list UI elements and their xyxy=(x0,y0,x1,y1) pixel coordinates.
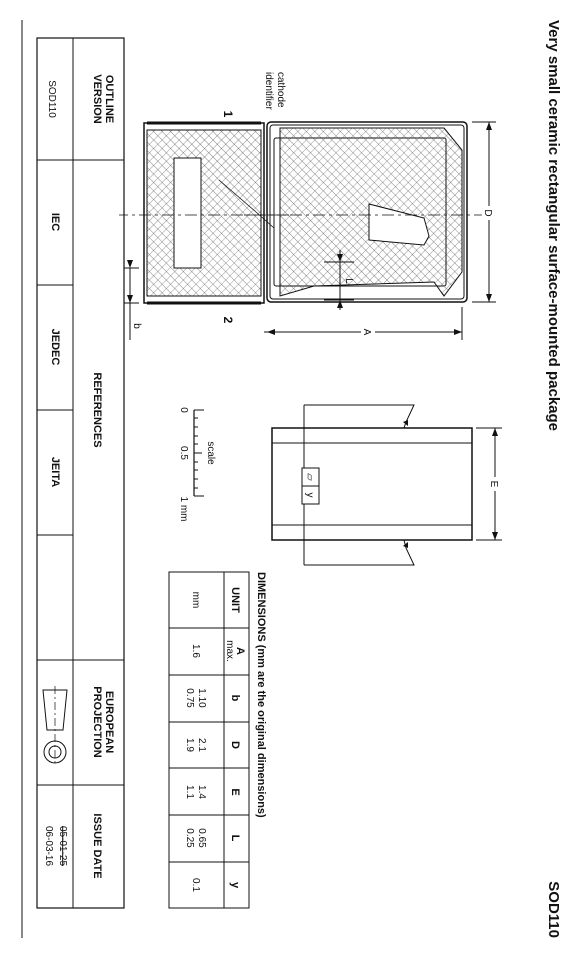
d-min-cell: 1.9 xyxy=(184,738,195,752)
scale-half: 0.5 xyxy=(178,446,189,460)
bottom-view xyxy=(119,111,289,324)
unit-header: UNIT xyxy=(229,587,241,613)
outline-header-line2: VERSION xyxy=(91,74,103,124)
iec-header: IEC xyxy=(49,212,61,232)
pin-2-label: 2 xyxy=(221,316,235,324)
scale-one-mm: 1 mm xyxy=(178,496,189,522)
b-header: b xyxy=(229,694,241,702)
cathode-identifier-line1: cathode xyxy=(275,72,286,108)
issue-date-old: 05-01-25 xyxy=(57,825,68,867)
dim-label-b: b xyxy=(131,323,142,329)
a-cell: 1.6 xyxy=(190,644,201,658)
e-min-cell: 1.1 xyxy=(184,785,195,799)
l-min-cell: 0.25 xyxy=(184,828,195,848)
side-view xyxy=(272,405,472,565)
dimension-b xyxy=(124,260,142,340)
outline-table xyxy=(37,38,124,908)
e-max-cell: 1.4 xyxy=(196,785,207,799)
dim-label-a: A xyxy=(361,328,372,336)
cathode-identifier-line2: identifier xyxy=(263,72,274,110)
outline-version-value: SOD110 xyxy=(46,80,57,118)
scale-bar xyxy=(178,407,216,521)
top-view xyxy=(244,122,494,302)
b-max-cell: 1.10 xyxy=(196,688,207,708)
projection-header-line1: EUROPEAN xyxy=(103,690,115,754)
a-sub: max. xyxy=(224,640,235,662)
l-max-cell: 0.65 xyxy=(196,828,207,848)
dimension-d xyxy=(472,122,496,302)
b-min-cell: 0.75 xyxy=(184,688,195,708)
scale-zero: 0 xyxy=(178,407,189,413)
dimension-a xyxy=(264,307,462,340)
flatness-symbol: ▱ xyxy=(304,473,315,481)
y-header: y xyxy=(229,881,241,889)
e-header: E xyxy=(229,788,241,796)
flatness-value: y xyxy=(304,492,315,498)
d-header: D xyxy=(229,741,241,749)
dim-label-l: L xyxy=(343,278,354,284)
issue-date-header: ISSUE DATE xyxy=(91,813,103,879)
issue-date-new: 06-03-16 xyxy=(43,825,54,867)
jedec-header: JEDEC xyxy=(49,328,61,366)
dimensions-caption: DIMENSIONS (mm are the original dimensions) xyxy=(255,572,267,818)
references-header: REFERENCES xyxy=(91,372,103,448)
page-title: Very small ceramic rectangular surface-mounted package xyxy=(545,20,562,432)
outline-header-line1: OUTLINE xyxy=(103,74,115,124)
projection-header-line2: PROJECTION xyxy=(91,686,103,758)
d-max-cell: 2.1 xyxy=(196,738,207,752)
projection-symbol-icon xyxy=(43,686,67,766)
y-cell: 0.1 xyxy=(190,878,201,892)
package-code: SOD110 xyxy=(545,881,562,938)
l-header: L xyxy=(229,834,241,842)
dimension-e xyxy=(476,428,502,540)
unit-cell: mm xyxy=(190,591,201,609)
pin-1-label: 1 xyxy=(221,110,235,118)
jeita-header: JEITA xyxy=(49,456,61,488)
scale-label: scale xyxy=(205,441,216,465)
dim-label-e: E xyxy=(488,480,499,488)
a-header: A xyxy=(234,647,246,655)
dimensions-table xyxy=(169,572,267,908)
dim-label-d: D xyxy=(482,209,493,217)
